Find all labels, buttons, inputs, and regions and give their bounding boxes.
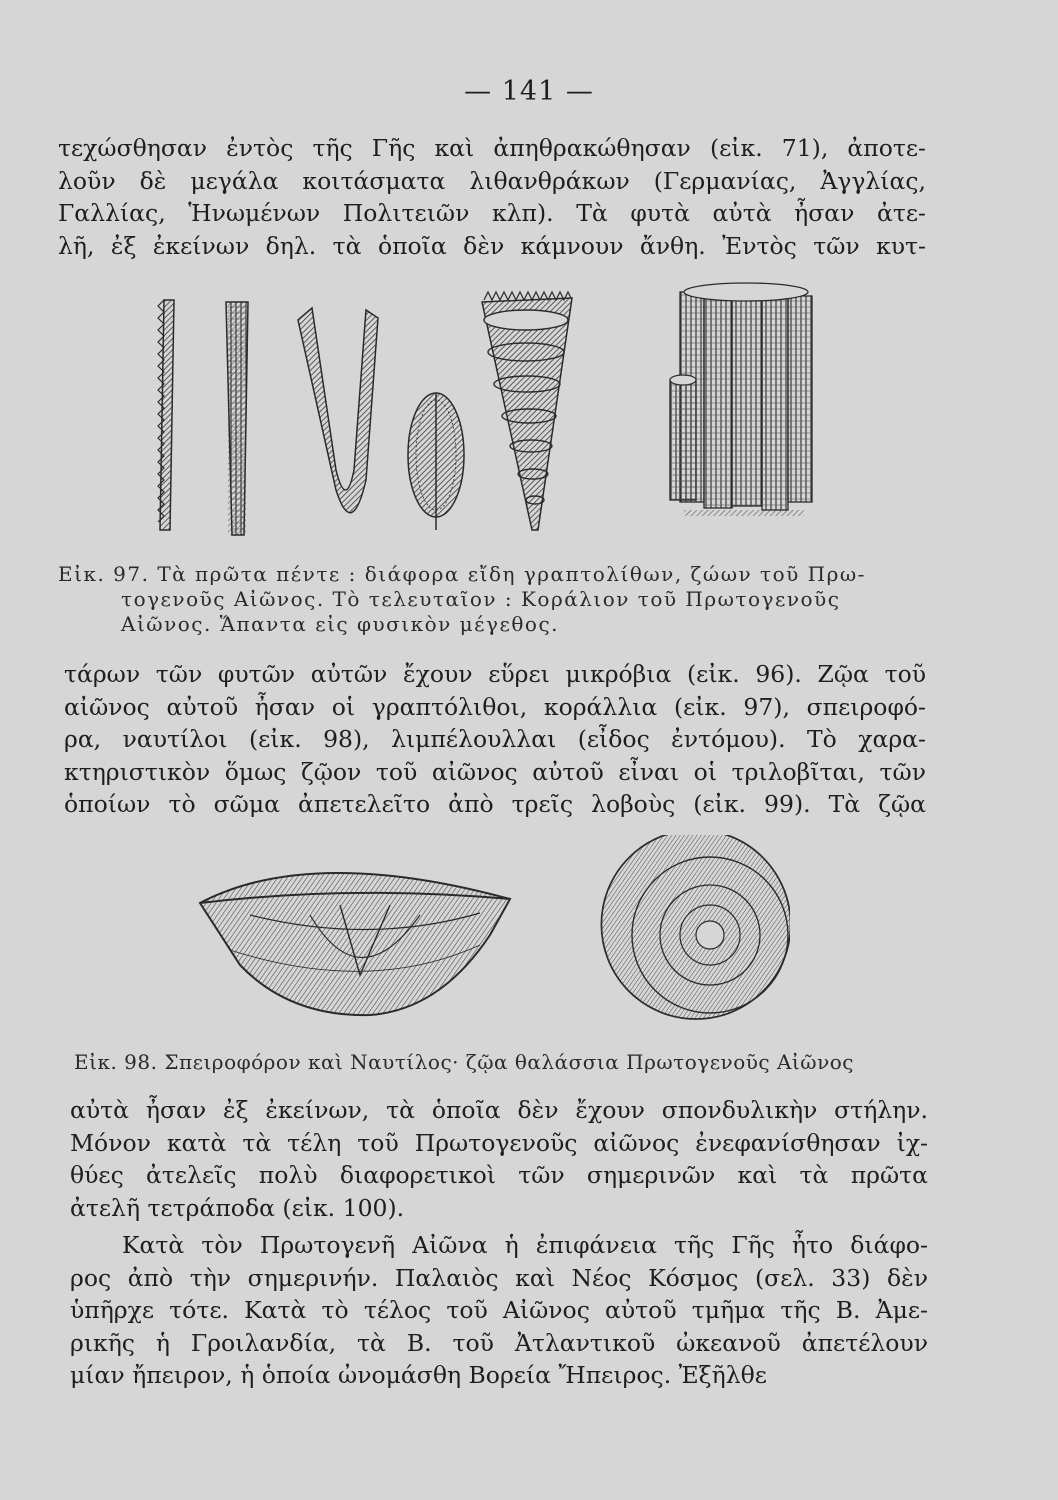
brachiopod-drawing	[200, 873, 510, 1015]
figure-97-fossils	[140, 280, 900, 550]
text-line: ρικῆς ἡ Γροιλανδία, τὰ Β. τοῦ Ἀτλαντικοῦ ὠκεανοῦ ἀπετέλουν	[70, 1328, 928, 1357]
text-line: ὁποίων τὸ σῶμα ἀπετελεῖτο ἀπὸ τρεῖς λοβοὺς (εἰκ. 99). Τὰ ζῷα	[64, 790, 926, 818]
text-line: ἀτελῆ τετράποδα (εἰκ. 100).	[70, 1193, 405, 1222]
text-line: κτηριστικὸν ὅμως ζῷον τοῦ αἰῶνος αὐτοῦ εἶναι οἱ τριλοβῖται, τῶν	[64, 757, 926, 786]
text-line: αὐτὰ ἦσαν ἐξ ἐκείνων, τὰ ὁποῖα δὲν ἔχουν σπονδυλικὴν στήλην.	[70, 1096, 928, 1124]
paragraph-4	[70, 1229, 928, 1392]
graptolite-5-drawing	[482, 292, 572, 530]
text-line: λοῦν δὲ μεγάλα κοιτάσματα λιθανθράκων (Γερμανίας, Ἀγγλίας,	[58, 166, 926, 195]
graptolite-3-drawing	[298, 308, 378, 513]
ammonite-drawing	[601, 835, 790, 1019]
text-line: Κατὰ τὸν Πρωτογενῆ Αἰῶνα ἡ ἐπιφάνεια τῆς Γῆς ἦτο διάφο-	[122, 1231, 928, 1259]
text-line: ὑπῆρχε τότε. Κατὰ τὸ τέλος τοῦ Αἰῶνος αὐτοῦ τμῆμα τῆς Β. Ἀμε-	[70, 1296, 928, 1324]
text-line: Μόνον κατὰ τὰ τέλη τοῦ Πρωτογενοῦς αἰῶνος ἐνεφανίσθησαν ἰχ-	[70, 1128, 928, 1157]
text-line: αἰῶνος αὐτοῦ ἦσαν οἱ γραπτόλιθοι, κοράλλια (εἰκ. 97), σπειροφό-	[64, 692, 926, 721]
figure-97-caption	[58, 562, 938, 637]
text-line: ρα, ναυτίλοι (εἰκ. 98), λιμπέλουλλαι (εἶδος ἐντόμου). Τὸ χαρα-	[64, 725, 926, 753]
text-line: λῆ, ἐξ ἐκείνων δηλ. τὰ ὁποῖα δὲν κάμνουν ἄνθη. Ἐντὸς τῶν κυτ-	[58, 231, 926, 260]
paragraph-3	[70, 1094, 928, 1224]
coral-drawing	[670, 283, 812, 516]
caption-line: Εἰκ. 98. Σπειροφόρον καὶ Ναυτίλος· ζῷα θαλάσσια Πρωτογενοῦς Αἰῶνος	[74, 1050, 854, 1074]
paragraph-2	[64, 658, 926, 821]
page-number: — 141 —	[464, 76, 594, 107]
text-line: θύες ἀτελεῖς πολὺ διαφορετικοὶ τῶν σημερινῶν καὶ τὰ πρῶτα	[70, 1161, 928, 1189]
text-line: τεχώσθησαν ἐντὸς τῆς Γῆς καὶ ἀπηθρακώθησαν (εἰκ. 71), ἀποτε-	[58, 134, 926, 162]
paragraph-1	[58, 132, 926, 262]
graptolite-4-drawing	[408, 393, 464, 530]
caption-line: Εἰκ. 97. Τὰ πρῶτα πέντε : διάφορα εἴδη γραπτολίθων, ζώων τοῦ Πρω-	[58, 562, 866, 586]
caption-line: τογενοῦς Αἰῶνος. Τὸ τελευταῖον : Κοράλιον τοῦ Πρωτογενοῦς	[121, 587, 841, 611]
graptolite-1-drawing	[158, 300, 174, 530]
text-line: Γαλλίας, Ἡνωμένων Πολιτειῶν κλπ). Τὰ φυτὰ αὐτὰ ἦσαν ἀτε-	[58, 199, 926, 227]
text-line: τάρων τῶν φυτῶν αὐτῶν ἔχουν εὕρει μικρόβια (εἰκ. 96). Ζῷα τοῦ	[64, 660, 926, 688]
text-line: μίαν ἤπειρον, ἡ ὁποία ὠνομάσθη Βορεία Ἤπειρος. Ἐξῆλθε	[70, 1361, 767, 1389]
caption-line: Αἰῶνος. Ἅπαντα εἰς φυσικὸν μέγεθος.	[121, 612, 559, 636]
figure-98-fossils	[190, 835, 790, 1040]
graptolite-2-drawing	[226, 302, 248, 535]
text-line: ρος ἀπὸ τὴν σημερινήν. Παλαιὸς καὶ Νέος Κόσμος (σελ. 33) δὲν	[70, 1263, 928, 1292]
figure-98-caption	[74, 1050, 954, 1075]
